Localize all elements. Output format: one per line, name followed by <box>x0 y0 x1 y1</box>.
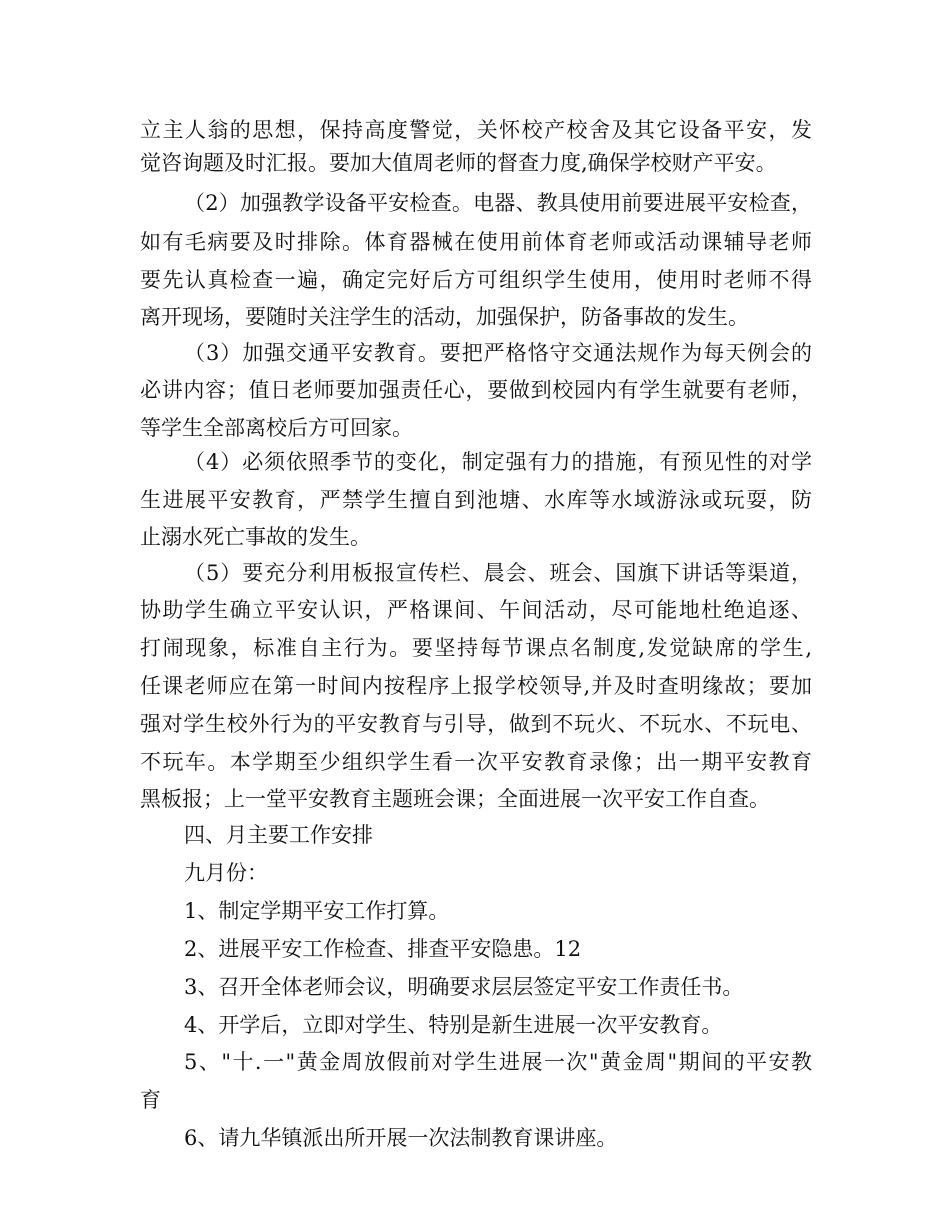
list-item: 6、请九华镇派出所开展一次法制教育课讲座。 <box>184 1126 618 1150</box>
text-line: 5、"十.一"黄金周放假前对学生进展一次"黄金周"期间的平安教 <box>184 1050 812 1074</box>
text-line: 觉咨询题及时汇报。要加大值周老师的督查力度,确保学校财产平安。 <box>140 151 777 175</box>
text-line: （3）加强交通平安教育。要把严格恪守交通法规作为每天例会的 <box>184 341 812 365</box>
list-item: 4、开学后，立即对学生、特别是新生进展一次平安教育。 <box>184 1013 723 1037</box>
text-line: （5）要充分利用板报宣传栏、晨会、班会、国旗下讲话等渠道， <box>184 561 812 585</box>
text-line: 黑板报；上一堂平安教育主题班会课；全面进展一次平安工作自查。 <box>140 787 770 811</box>
text-line: 强对学生校外行为的平安教育与引导，做到不玩火、不玩水、不玩电、 <box>140 712 812 736</box>
section-heading: 四、月主要工作安排 <box>184 823 373 847</box>
text-line: 立主人翁的思想，保持高度警觉，关怀校产校舍及其它设备平安，发 <box>140 118 812 142</box>
month-heading: 九月份： <box>184 861 268 885</box>
list-item: 2、进展平安工作检查、排查平安隐患。12 <box>184 937 582 961</box>
text-line: （2）加强教学设备平安检查。电器、教具使用前要进展平安检查， <box>184 191 812 215</box>
text-line: 任课老师应在第一时间内按程序上报学校领导,并及时查明缘故；要加 <box>140 674 812 698</box>
text-line: 要先认真检查一遍，确定完好后方可组织学生使用，使用时老师不得 <box>140 268 812 292</box>
text-line: 必讲内容；值日老师要加强责任心，要做到校园内有学生就要有老师， <box>140 378 812 402</box>
text-line: 等学生全部离校后方可回家。 <box>140 416 413 440</box>
text-line: 止溺水死亡事故的发生。 <box>140 525 371 549</box>
text-line: 育 <box>140 1088 161 1112</box>
text-line: 离开现场，要随时关注学生的活动，加强保护，防备事故的发生。 <box>140 305 749 329</box>
list-item: 3、召开全体老师会议，明确要求层层签定平安工作责任书。 <box>184 975 744 999</box>
text-line: 生进展平安教育，严禁学生擅自到池塘、水库等水域游泳或玩耍，防 <box>140 488 812 512</box>
text-line: （4）必须依照季节的变化，制定强有力的措施，有预见性的对学 <box>184 450 812 474</box>
text-line: 不玩车。本学期至少组织学生看一次平安教育录像；出一期平安教育 <box>140 750 812 774</box>
text-line: 打闹现象，标准自主行为。要坚持每节课点名制度,发觉缺席的学生, <box>140 636 812 660</box>
text-line: 协助学生确立平安认识，严格课间、午间活动，尽可能地杜绝追逐、 <box>140 598 812 622</box>
list-item: 1、制定学期平安工作打算。 <box>184 899 450 923</box>
text-line: 如有毛病要及时排除。体育器械在使用前体育老师或活动课辅导老师 <box>140 230 812 254</box>
